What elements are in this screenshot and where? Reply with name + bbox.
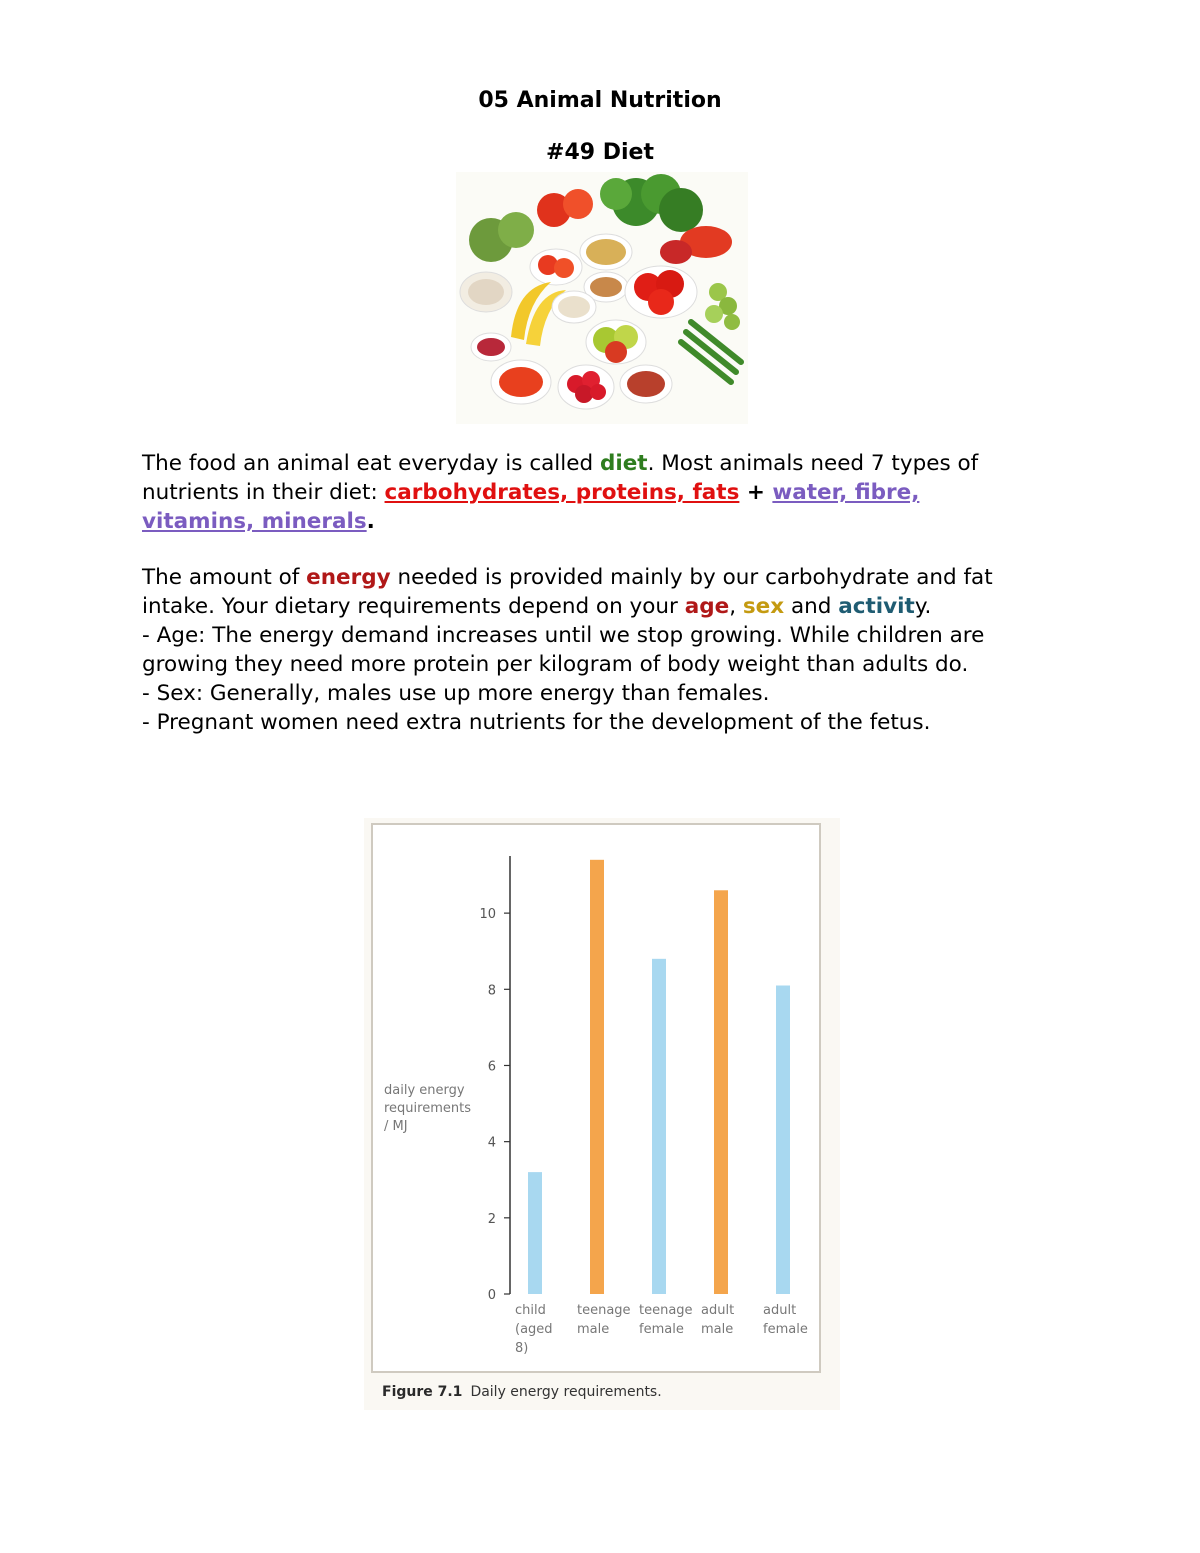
energy-paragraph: The amount of energy needed is provided mainly by our carbohydrate and fat intake. Your dietary requirements depend on your age, sex and activity. - Age: The energy demand increases until we stop growing. While children are growing they need more protein per kilogram of body weight than adults do. - Sex: Generally, males use up more energy than females. - Pregnant women need extra nutrients for the development of the fetus. [142, 565, 993, 735]
term-activity: activit [838, 594, 915, 619]
x-tick-label: female [763, 1322, 808, 1337]
y-axis-label: requirements [384, 1101, 471, 1116]
x-tick-label: teenage [639, 1303, 693, 1318]
x-tick-label: male [577, 1322, 610, 1337]
nutrient-group-other-2: vitamins, minerals [142, 509, 367, 534]
y-tick-label: 6 [487, 1059, 496, 1075]
x-tick-label: adult [763, 1303, 797, 1318]
term-diet: diet [599, 451, 648, 476]
y-tick-label: 0 [487, 1288, 496, 1303]
vegetable-bowls-photo [456, 172, 748, 424]
y-tick-label: 10 [479, 907, 496, 923]
energy-bar-chart [364, 818, 840, 1410]
y-axis-label: daily energy [384, 1083, 465, 1098]
x-tick-label: child [515, 1303, 546, 1318]
bar [652, 959, 666, 1294]
nutrient-group-main: carbohydrates, proteins, fats [384, 480, 740, 505]
bullet-pregnant: - Pregnant women need extra nutrients for the development of the fetus. [142, 710, 931, 735]
bullet-age: - Age: The energy demand increases until we stop growing. While children are growing they need more protein per kilogram of body weight than adults do. [142, 623, 985, 677]
page-title: 05 Animal Nutrition [478, 88, 722, 113]
bullet-sex: - Sex: Generally, males use up more energy than females. [142, 681, 770, 706]
x-tick-label: male [701, 1322, 734, 1337]
figure-caption [382, 1384, 662, 1400]
bar [776, 985, 790, 1294]
y-axis-label: / MJ [384, 1119, 408, 1134]
y-tick-label: 8 [487, 983, 496, 999]
nutrient-group-other-1: water, fibre, [772, 480, 920, 505]
x-tick-label: teenage [577, 1303, 631, 1318]
bar [714, 890, 728, 1294]
figure-caption-label: Figure 7.1 [382, 1384, 463, 1400]
bar [590, 860, 604, 1294]
diet-paragraph: The food an animal eat everyday is called diet. Most animals need 7 types of nutrients in their diet: carbohydrates, proteins, fats + water, fibre, vitamins, minerals. [142, 451, 979, 534]
x-tick-label: (aged [515, 1322, 553, 1337]
x-tick-label: adult [701, 1303, 735, 1318]
x-tick-label: 8) [515, 1341, 529, 1356]
term-age: age [684, 594, 730, 619]
term-energy: energy [306, 565, 391, 590]
page-subtitle: #49 Diet [546, 140, 654, 165]
term-sex: sex [742, 594, 785, 619]
x-tick-label: female [639, 1322, 684, 1337]
y-tick-label: 2 [487, 1211, 496, 1227]
y-tick-label: 4 [487, 1135, 496, 1151]
figure-caption-text: Daily energy requirements. [470, 1384, 662, 1400]
bar [528, 1172, 542, 1294]
